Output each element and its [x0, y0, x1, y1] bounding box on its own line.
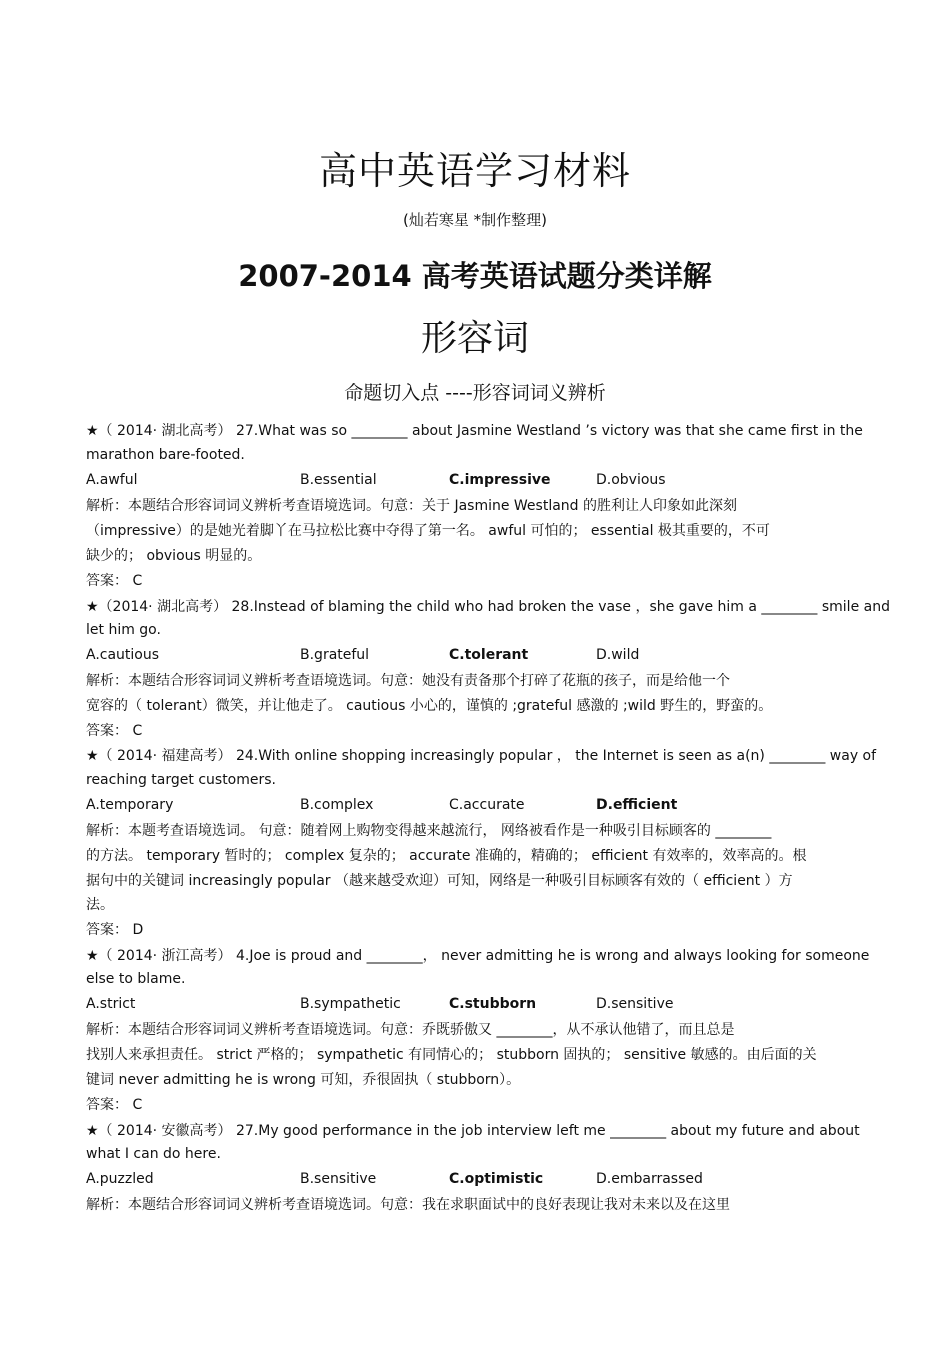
question-3-analysis-line-4: 法。 — [86, 897, 114, 913]
question-1-stem-line-2: marathon bare-footed. — [86, 447, 245, 463]
question-2-option-a: A.cautious — [86, 647, 160, 663]
question-2-analysis-line-1: 解析：本题结合形容词词义辨析考查语境选词。句意：她没有责备那个打碎了花瓶的孩子，而是给他一个 — [86, 673, 730, 689]
question-5-stem-line-2: what I can do here. — [86, 1146, 221, 1162]
question-3-answer: 答案： D — [86, 922, 144, 938]
question-2-option-d: D.wild — [596, 647, 640, 663]
question-1-analysis-line-2: （impressive）的是她光着脚丫在马拉松比赛中夺得了第一名。 awful 可怕的； essential 极其重要的，不可 — [86, 523, 770, 539]
point-heading: 命题切入点 ----形容词词义辨析 — [344, 382, 606, 404]
question-1-option-d: D.obvious — [596, 472, 666, 488]
question-3-stem-line-1: ★（ 2014· 福建高考） 24.With online shopping increasingly popular ， the Internet is seen as a(n) ________ way of — [86, 748, 877, 764]
question-3-option-a: A.temporary — [86, 797, 174, 813]
question-1-analysis-line-3: 缺少的； obvious 明显的。 — [86, 548, 262, 564]
question-2-answer: 答案： C — [86, 723, 143, 739]
question-5-option-a: A.puzzled — [86, 1171, 154, 1187]
question-1-option-b: B.essential — [300, 472, 377, 488]
question-2-option-b: B.grateful — [300, 647, 370, 663]
question-5-option-c: C.optimistic — [449, 1171, 544, 1187]
question-4-option-d: D.sensitive — [596, 996, 674, 1012]
question-1-option-a: A.awful — [86, 472, 138, 488]
question-3-option-b: B.complex — [300, 797, 374, 813]
question-3-analysis-line-3: 据句中的关键词 increasingly popular （越来越受欢迎）可知，网络是一种吸引目标顾客有效的（ efficient ）方 — [86, 873, 793, 889]
document-title: 高中英语学习材料 — [318, 149, 631, 193]
question-5-analysis-line-1: 解析：本题结合形容词词义辨析考查语境选词。句意：我在求职面试中的良好表现让我对未来以及在这里 — [86, 1197, 730, 1213]
question-4-option-c: C.stubborn — [449, 996, 537, 1012]
question-3-analysis-line-1: 解析：本题考查语境选词。 句意：随着网上购物变得越来越流行， 网络被看作是一种吸引目标顾客的 ________ — [86, 823, 772, 839]
question-4-analysis-line-3: 键词 never admitting he is wrong 可知，乔很固执（ stubborn）。 — [86, 1072, 521, 1088]
question-4-analysis-line-1: 解析：本题结合形容词词义辨析考查语境选词。句意：乔既骄傲又 ________，从不承认他错了，而且总是 — [86, 1022, 735, 1038]
question-4-option-b: B.sympathetic — [300, 996, 401, 1012]
question-1-option-c: C.impressive — [449, 472, 551, 488]
topic-heading: 形容词 — [420, 318, 529, 359]
question-4-answer: 答案： C — [86, 1097, 143, 1113]
question-1-stem-line-1: ★（ 2014· 湖北高考） 27.What was so ________ about Jasmine Westland ’s victory was that she came first in the — [86, 423, 863, 439]
question-3-option-c: C.accurate — [449, 797, 525, 813]
question-5-option-b: B.sensitive — [300, 1171, 377, 1187]
document-subtitle: (灿若寒星 *制作整理) — [403, 211, 547, 229]
question-3-stem-line-2: reaching target customers. — [86, 772, 276, 788]
question-1-analysis-line-1: 解析：本题结合形容词词义辨析考查语境选词。句意：关于 Jasmine Westland 的胜利让人印象如此深刻 — [86, 498, 738, 514]
question-2-stem-line-1: ★（2014· 湖北高考） 28.Instead of blaming the child who had broken the vase ，she gave him a ________ smile and — [86, 599, 890, 615]
section-heading: 2007-2014 高考英语试题分类详解 — [238, 259, 712, 293]
question-5-stem-line-1: ★（ 2014· 安徽高考） 27.My good performance in the job interview left me ________ about my future and about — [86, 1123, 860, 1139]
question-4-stem-line-2: else to blame. — [86, 971, 186, 987]
question-3-option-d: D.efficient — [596, 797, 678, 813]
question-1-answer: 答案： C — [86, 573, 143, 589]
question-2-analysis-line-2: 宽容的（ tolerant）微笑，并让他走了。 cautious 小心的，谨慎的 ;grateful 感激的 ;wild 野生的，野蛮的。 — [86, 698, 773, 714]
question-2-stem-line-2: let him go. — [86, 622, 161, 638]
question-2-option-c: C.tolerant — [449, 647, 529, 663]
question-5-option-d: D.embarrassed — [596, 1171, 703, 1187]
question-4-stem-line-1: ★（ 2014· 浙江高考） 4.Joe is proud and ________， never admitting he is wrong and always looking for someone — [86, 948, 870, 964]
question-4-option-a: A.strict — [86, 996, 136, 1012]
question-3-analysis-line-2: 的方法。 temporary 暂时的； complex 复杂的； accurate 准确的，精确的； efficient 有效率的，效率高的。根 — [86, 848, 807, 864]
question-4-analysis-line-2: 找别人来承担责任。 strict 严格的； sympathetic 有同情心的； stubborn 固执的； sensitive 敏感的。由后面的关 — [86, 1047, 817, 1063]
